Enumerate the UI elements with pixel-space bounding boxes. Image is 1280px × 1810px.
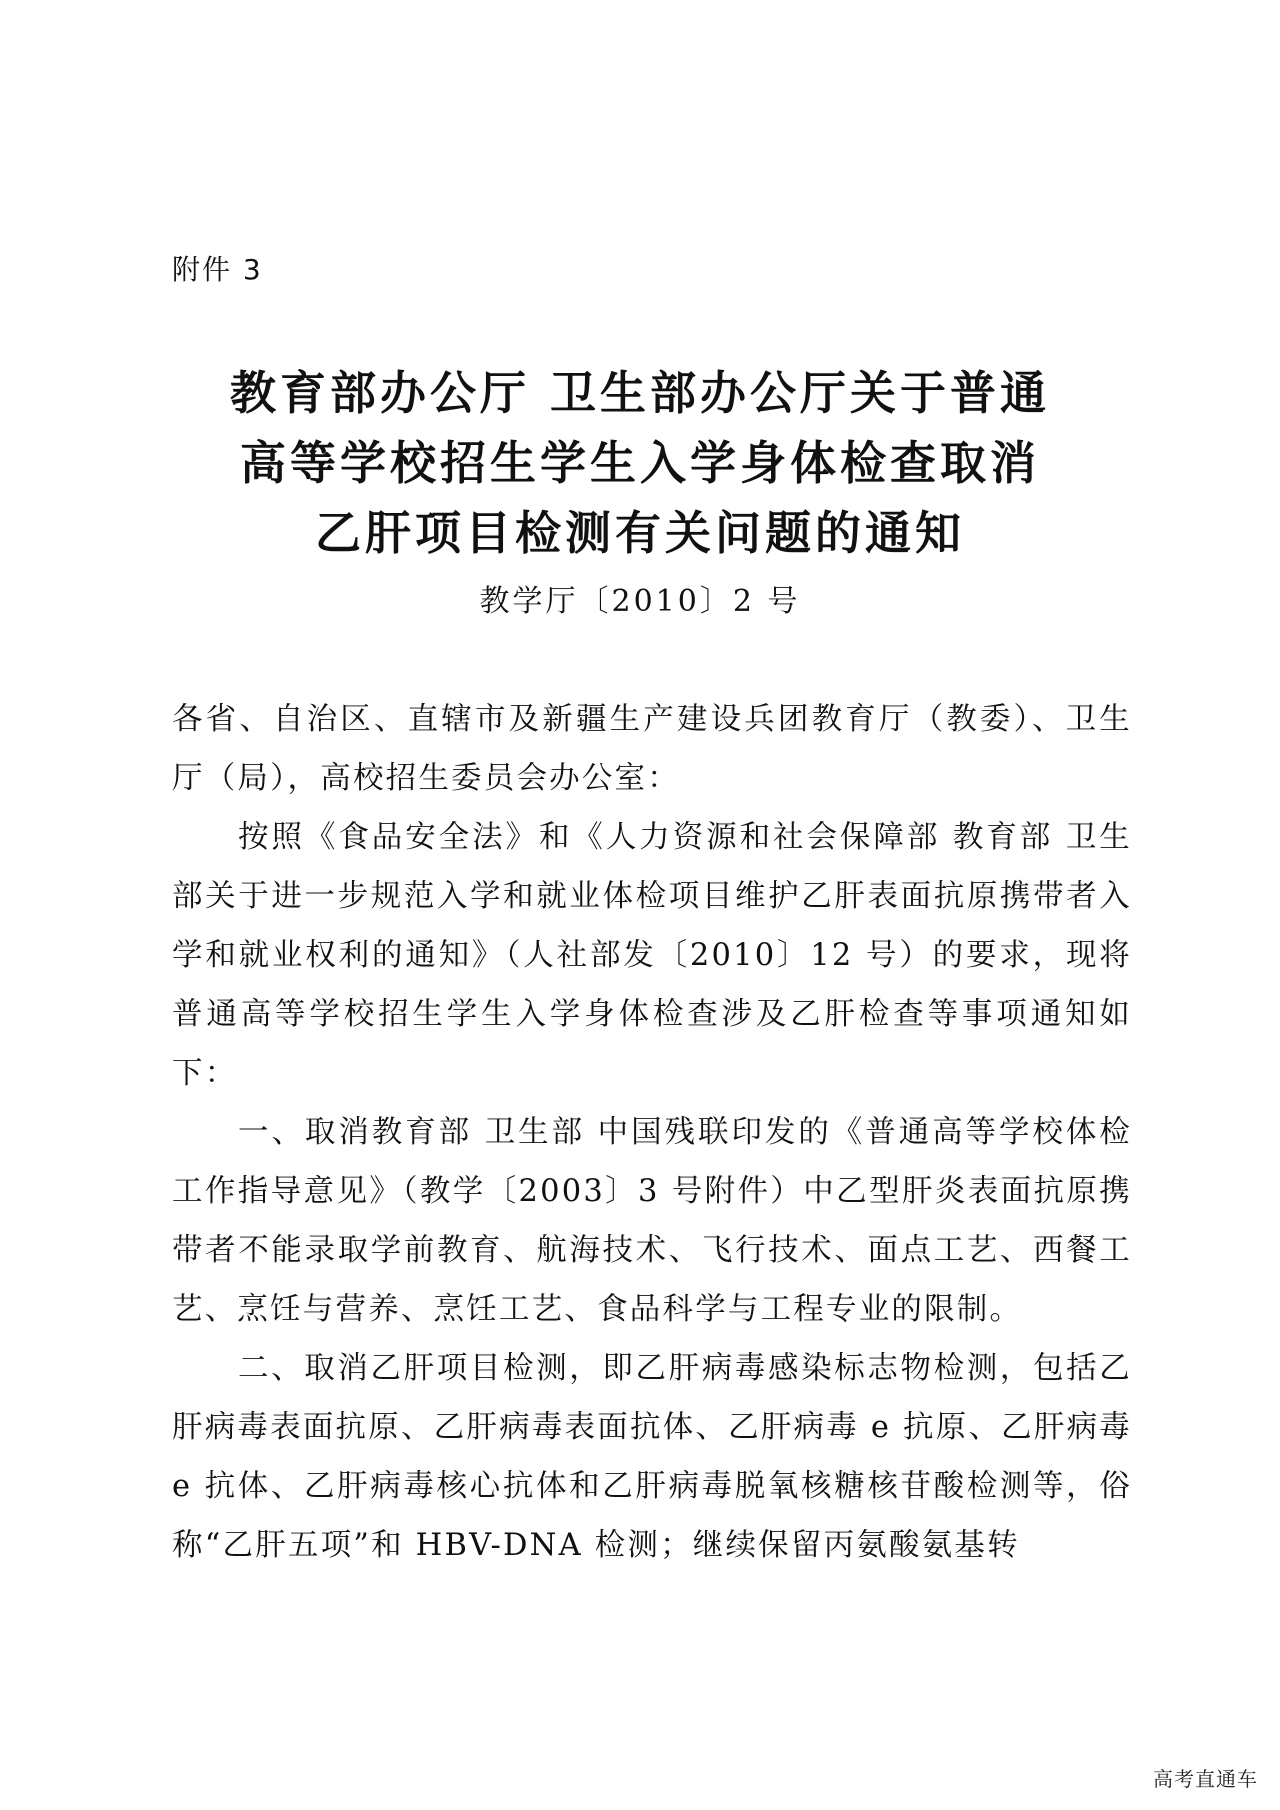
watermark-text: 高考直通车	[1153, 1767, 1258, 1791]
paragraph-intro: 按照《食品安全法》和《人力资源和社会保障部 教育部 卫生部关于进一步规范入学和就业体检项目维护乙肝表面抗原携带者入学和就业权利的通知》（人社部发〔2010〕12 号）的要求，现将普通高等学校招生学生入学身体检查涉及乙肝检查等事项通知如下：	[172, 820, 1132, 1091]
attachment-label: 附件 3	[172, 253, 263, 286]
salutation: 各省、自治区、直辖市及新疆生产建设兵团教育厅（教委）、卫生厅（局），高校招生委员会办公室：	[172, 702, 1132, 796]
title-line-2: 高等学校招生学生入学身体检查取消	[240, 436, 1040, 490]
paragraph-item-1: 一、取消教育部 卫生部 中国残联印发的《普通高等学校体检工作指导意见》（教学〔2003〕3 号附件）中乙型肝炎表面抗原携带者不能录取学前教育、航海技术、飞行技术、面点工艺、西餐工艺、烹饪与营养、烹饪工艺、食品科学与工程专业的限制。	[172, 1115, 1132, 1327]
title-line-1: 教育部办公厅 卫生部办公厅关于普通	[229, 366, 1050, 420]
paragraph-item-2: 二、取消乙肝项目检测，即乙肝病毒感染标志物检测，包括乙肝病毒表面抗原、乙肝病毒表面抗体、乙肝病毒 e 抗原、乙肝病毒 e 抗体、乙肝病毒核心抗体和乙肝病毒脱氧核糖核苷酸检测等，俗称“乙肝五项”和 HBV-DNA 检测；继续保留丙氨酸氨基转	[172, 1351, 1132, 1563]
title-line-3: 乙肝项目检测有关问题的通知	[315, 506, 965, 560]
document-number: 教学厅〔2010〕2 号	[479, 584, 801, 619]
document-body	[172, 690, 1132, 1575]
